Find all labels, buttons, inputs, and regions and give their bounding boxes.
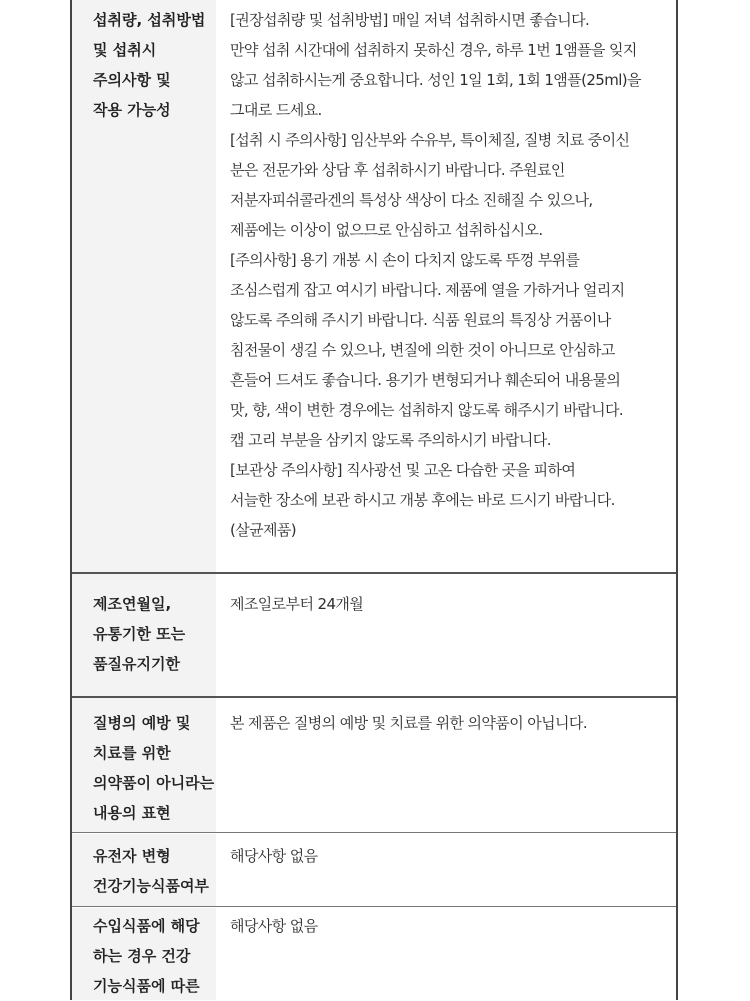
row-label-cell <box>72 834 216 906</box>
row-label-line: 제조연월일, <box>93 595 172 613</box>
row-value-line: [보관상 주의사항] 직사광선 및 고온 다습한 곳을 피하여 <box>230 461 576 479</box>
row-label-cell <box>72 908 216 1000</box>
row-value-line: 침전물이 생길 수 있으나, 변질에 의한 것이 아니므로 안심하고 <box>230 341 615 359</box>
row-label-line: 주의사항 및 <box>93 71 171 89</box>
row-label-line: 기능식품에 따른 <box>93 977 200 995</box>
row-value-line: 분은 전문가와 상담 후 섭취하시기 바랍니다. 주원료인 <box>230 161 565 179</box>
row-value-line: [섭취 시 주의사항] 임산부와 수유부, 특이체질, 질병 치료 중이신 <box>230 131 630 149</box>
row-label-cell <box>72 574 216 696</box>
row-label-line: 건강기능식품여부 <box>93 877 209 895</box>
row-value-line: [권장섭취량 및 섭취방법] 매일 저녁 섭취하시면 좋습니다. <box>230 11 590 29</box>
row-value-cell <box>216 574 676 696</box>
row-value-cell <box>216 698 676 832</box>
row-label-line: 수입식품에 해당 <box>93 917 200 935</box>
row-label-line: 질병의 예방 및 <box>93 714 191 732</box>
row-value-cell <box>216 908 676 1000</box>
row-value-line: 저분자피쉬콜라겐의 특성상 색상이 다소 진해질 수 있으나, <box>230 191 593 209</box>
row-value-line: 본 제품은 질병의 예방 및 치료를 위한 의약품이 아닙니다. <box>230 714 587 732</box>
row-divider <box>72 832 676 833</box>
row-value-cell <box>216 834 676 906</box>
row-label-line: 작용 가능성 <box>93 101 171 119</box>
row-label-cell <box>72 0 216 573</box>
table-row-not-medicine <box>72 698 676 832</box>
row-value-line: [주의사항] 용기 개봉 시 손이 다치지 않도록 뚜껑 부위를 <box>230 251 580 269</box>
row-value-line: 않도록 주의해 주시기 바랍니다. 식품 원료의 특징상 거품이나 <box>230 311 611 329</box>
row-value-line: 조심스럽게 잡고 여시기 바랍니다. 제품에 열을 가하거나 얼리지 <box>230 281 625 299</box>
row-label-cell <box>72 698 216 832</box>
table-row-shelf-life <box>72 574 676 696</box>
table-row-imported <box>72 908 676 1000</box>
row-label-line: 치료를 위한 <box>93 744 171 762</box>
table-row-intake <box>72 0 676 573</box>
row-label-line: 품질유지기한 <box>93 655 180 673</box>
row-value-cell <box>216 0 676 573</box>
row-label-line: 섭취량, 섭취방법 <box>93 11 206 29</box>
row-label-line: 유전자 변형 <box>93 847 171 865</box>
row-label-line: 유통기한 또는 <box>93 625 186 643</box>
row-divider <box>72 906 676 907</box>
row-value-line: 맛, 향, 색이 변한 경우에는 섭취하지 않도록 해주시기 바랍니다. <box>230 401 624 419</box>
row-value-line: 않고 섭취하시는게 중요합니다. 성인 1일 1회, 1회 1앰플(25ml)을 <box>230 71 641 89</box>
table-row-gmo <box>72 834 676 906</box>
row-value-line: 제품에는 이상이 없으므로 안심하고 섭취하십시오. <box>230 221 543 239</box>
row-value-line: 서늘한 장소에 보관 하시고 개봉 후에는 바로 드시기 바랍니다. <box>230 491 615 509</box>
row-value-line: 제조일로부터 24개월 <box>230 595 364 613</box>
row-value-line: 해당사항 없음 <box>230 917 318 935</box>
row-value-line: 만약 섭취 시간대에 섭취하지 못하신 경우, 하루 1번 1앰플을 잊지 <box>230 41 637 59</box>
row-value-line: 해당사항 없음 <box>230 847 318 865</box>
row-value-line: 캡 고리 부분을 삼키지 않도록 주의하시기 바랍니다. <box>230 431 551 449</box>
row-label-line: 및 섭취시 <box>93 41 157 59</box>
product-info-table <box>70 0 678 1000</box>
row-label-line: 하는 경우 건강 <box>93 947 191 965</box>
row-value-line: (살균제품) <box>230 521 297 539</box>
row-label-line: 의약품이 아니라는 <box>93 774 215 792</box>
row-label-line: 내용의 표현 <box>93 804 171 822</box>
row-value-line: 그대로 드세요. <box>230 101 322 119</box>
row-value-line: 흔들어 드셔도 좋습니다. 용기가 변형되거나 훼손되어 내용물의 <box>230 371 621 389</box>
